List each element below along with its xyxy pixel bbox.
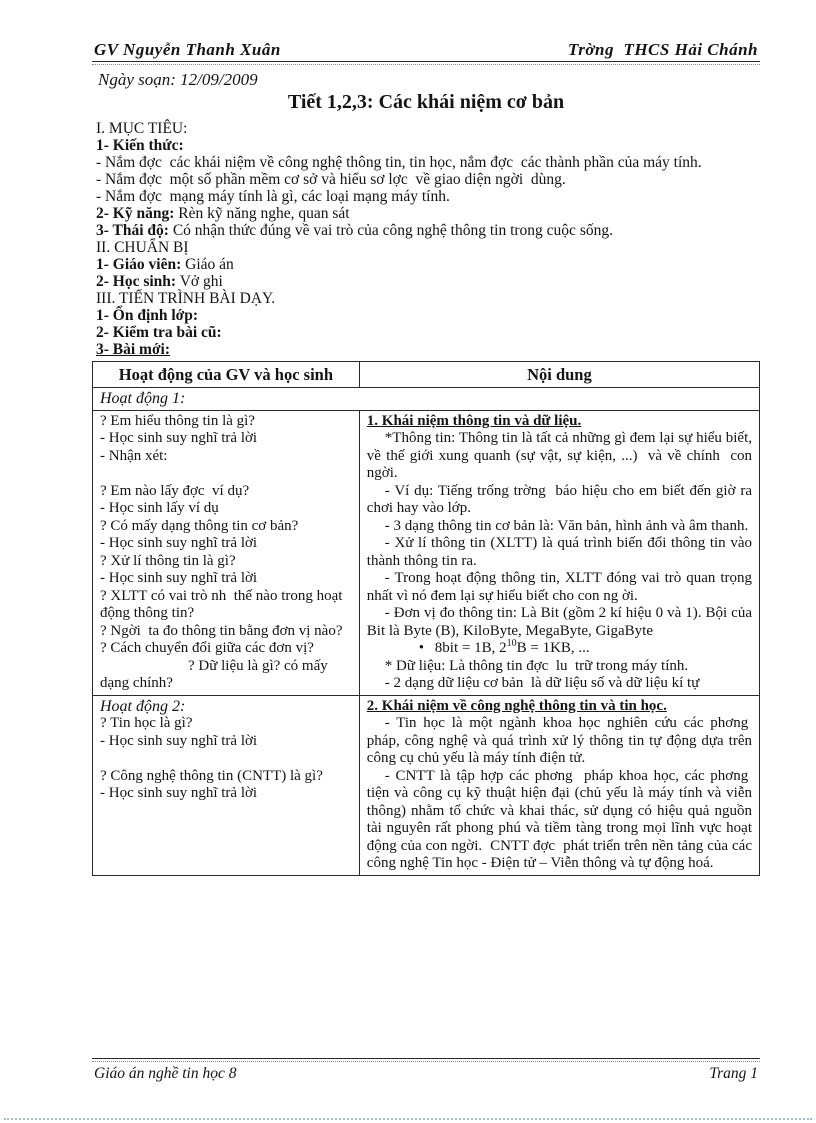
activity1-row xyxy=(93,410,760,695)
intro-line: I. MỤC TIÊU: xyxy=(96,120,188,137)
lesson-table xyxy=(92,361,760,876)
gv-line: - Học sinh suy nghĩ trả lời xyxy=(100,430,258,446)
content-paragraph: - Đơn vị đo thông tin: Là Bit (gồm 2 kí hiệu 0 và 1). Bội của Bit là Byte (B), KiloByte, MegaByte, GigaByte xyxy=(366,605,752,639)
gv-line: ? XLTT có vai trò nh thế nào trong hoạt động thông tin? xyxy=(100,587,343,621)
footer-rule xyxy=(92,1058,760,1062)
intro-line: 1- Kiến thức: xyxy=(96,137,184,154)
content-heading: 1. Khái niệm thông tin và dữ liệu. xyxy=(366,412,582,429)
intro-line: 1- Giáo viên: Giáo án xyxy=(96,256,234,273)
content-paragraph: - 2 dạng dữ liệu cơ bản là dữ liệu số và dữ liệu kí tự xyxy=(384,675,700,691)
intro-line: 3- Bài mới: xyxy=(96,341,171,358)
gv-line: ? Xử lí thông tin là gì? xyxy=(100,552,236,569)
gv-line: - Học sinh suy nghĩ trả lời xyxy=(100,785,258,801)
bullet-icon: • xyxy=(418,640,425,656)
date-line: Ngày soạn: 12/09/2009 xyxy=(98,70,258,89)
page-header xyxy=(92,40,760,61)
page-number: Trang 1 xyxy=(709,1065,758,1082)
page-title: Tiết 1,2,3: Các khái niệm cơ bản xyxy=(287,91,565,113)
page-boundary-dots xyxy=(4,1118,812,1120)
gv-line: ? Em hiểu thông tin là gì? xyxy=(100,412,255,429)
activity2-row xyxy=(93,695,760,875)
gv-line xyxy=(100,465,352,483)
intro-line: - Nắm đợc các khái niệm về công nghệ thông tin, tin học, nắm đợc các thành phần của máy tính. xyxy=(96,154,702,171)
content-paragraph: - CNTT là tập hợp các phơng pháp khoa học, các phơng tiện và công cụ kỹ thuật hiện đại (chủ yếu là máy tính và viễn thông) nhằm tổ chức và khai thác, sử dụng có hiệu quả nguồn tài nguyên rất phong phú và tiềm tàng trong mọi lĩnh vực hoạt động của con ngời. CNTT đợc phát triển trên nền tảng của các công nghệ Tin học - Điện tử – Viễn thông và tự động hoá. xyxy=(366,767,752,871)
activity2-label: Hoạt động 2: xyxy=(100,697,186,715)
gv-line: ? Em nào lấy đợc ví dụ? xyxy=(100,482,250,499)
page-content xyxy=(92,40,760,876)
superscript-exponent: 10 xyxy=(506,638,517,649)
gv-line: ? Cách chuyển đổi giữa các đơn vị? xyxy=(100,640,314,656)
intro-line: III. TIẾN TRÌNH BÀI DẠY. xyxy=(96,290,276,307)
intro-line: 1- Ổn định lớp: xyxy=(96,307,199,324)
school-name: Trờng THCS Hải Chánh xyxy=(568,40,758,59)
intro-line: 2- Kiểm tra bài cũ: xyxy=(96,324,222,341)
content-paragraph: - Trong hoạt động thông tin, XLTT đóng vai trò quan trọng nhất vì nó đem lại sự hiểu biết cho con ng ời. xyxy=(366,570,752,604)
activity1-gv-cell xyxy=(93,410,360,695)
gv-line: ? Công nghệ thông tin (CNTT) là gì? xyxy=(100,767,323,784)
activity1-label-row xyxy=(93,388,760,411)
teacher-name: GV Nguyễn Thanh Xuân xyxy=(94,40,281,59)
activity1-label: Hoạt động 1: xyxy=(93,388,760,411)
gv-line: - Học sinh lấy ví dụ xyxy=(100,500,219,516)
content-paragraph: - Tin học là một ngành khoa học nghiên cứu các phơng pháp, công nghệ và quá trình xử lý thông tin tự động dựa trên công cụ chủ yếu là máy tính điện tử. xyxy=(366,715,752,766)
gv-line: - Học sinh suy nghĩ trả lời xyxy=(100,570,258,586)
content-heading: 2. Khái niệm về công nghệ thông tin và tin học. xyxy=(366,697,667,714)
page-footer xyxy=(92,1058,760,1083)
content-paragraph: - Ví dụ: Tiếng trống trờng báo hiệu cho em biết đến giờ ra chơi hay vào lớp. xyxy=(366,482,752,516)
gv-line: ? Tin học là gì? xyxy=(100,715,193,731)
content-paragraph: * Dữ liệu: Là thông tin đợc lu trữ trong máy tính. xyxy=(384,657,689,674)
intro-outline xyxy=(92,120,760,358)
content-paragraph: *Thông tin: Thông tin là tất cả những gì đem lại sự hiểu biết, về thế giới xung quanh (sự vật, sự kiện, ...) và về chính con ngời. xyxy=(366,430,752,481)
gv-line: - Nhận xét: xyxy=(100,447,168,464)
intro-line: 2- Kỹ năng: Rèn kỹ năng nghe, quan sát xyxy=(96,205,350,222)
gv-line xyxy=(100,750,352,768)
gv-line: ? Dữ liệu là gì? có mấy dạng chính? xyxy=(100,657,328,691)
gv-line: ? Có mấy dạng thông tin cơ bản? xyxy=(100,517,299,534)
content-paragraph: - 3 dạng thông tin cơ bản là: Văn bản, hình ảnh và âm thanh. xyxy=(384,517,749,534)
gv-line: - Học sinh suy nghĩ trả lời xyxy=(100,732,258,749)
table-header-row xyxy=(93,362,760,388)
col-header-gv: Hoạt động của GV và học sinh xyxy=(93,362,360,388)
col-header-noidung: Nội dung xyxy=(359,362,759,388)
content-paragraph: - Xử lí thông tin (XLTT) là quá trình biến đổi thông tin vào thành thông tin ra. xyxy=(366,535,752,569)
footer-document-title: Giáo án nghề tin học 8 xyxy=(94,1065,237,1082)
gv-line: ? Ngời ta đo thông tin bằng đơn vị nào? xyxy=(100,622,343,639)
gv-line: - Học sinh suy nghĩ trả lời xyxy=(100,535,258,551)
activity1-content-cell xyxy=(359,410,759,695)
activity2-gv-cell xyxy=(93,695,360,875)
bullet-item: • 8bit = 1B, $2^{10}B = 1KB$, ... xyxy=(418,638,590,656)
intro-line: - Nắm đợc một số phần mềm cơ sở và hiểu sơ lợc về giao diện ngời dùng. xyxy=(96,171,566,188)
intro-line: 2- Học sinh: Vở ghi xyxy=(96,273,223,290)
intro-line: II. CHUẨN BỊ xyxy=(96,239,189,256)
header-rule xyxy=(92,61,760,65)
intro-line: 3- Thái độ: Có nhận thức đúng về vai trò của công nghệ thông tin trong cuộc sống. xyxy=(96,222,613,239)
activity2-content-cell xyxy=(359,695,759,875)
intro-line: - Nắm đợc mạng máy tính là gì, các loại mạng máy tính. xyxy=(96,188,450,205)
